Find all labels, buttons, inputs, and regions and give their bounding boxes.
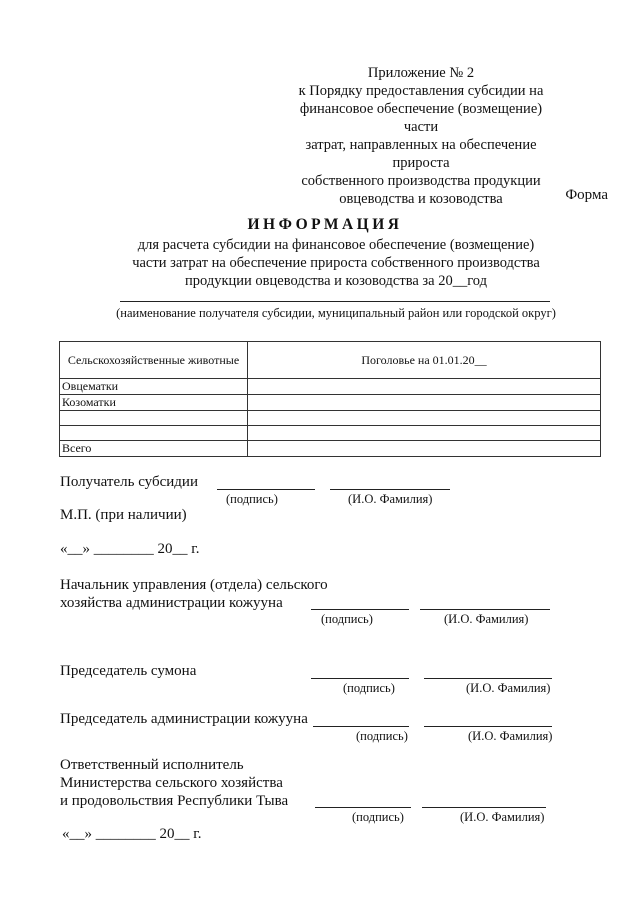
date-line-bottom: «__» ________ 20__ г. (62, 826, 202, 842)
table-row (60, 411, 601, 426)
form-label: Форма (565, 187, 608, 203)
recipient-name-caption-sig: (И.О. Фамилия) (348, 492, 433, 506)
table-cell: Всего (60, 441, 248, 457)
appendix-line: овцеводства и козоводства (339, 191, 503, 207)
head-label (60, 576, 328, 612)
date-line: «__» ________ 20__ г. (60, 541, 200, 557)
document-title: ИНФОРМАЦИЯ (247, 216, 403, 233)
table-row (60, 395, 601, 411)
admin-name-line (424, 726, 552, 727)
livestock-table (59, 341, 601, 457)
sumon-name-line (424, 678, 552, 679)
appendix-line: затрат, направленных на обеспечение прироста (305, 137, 537, 171)
exec-label-line: и продовольствия Республики Тыва (60, 793, 289, 809)
head-label-line: Начальник управления (отдела) сельского (60, 577, 328, 593)
stamp-label: М.П. (при наличии) (60, 507, 187, 523)
table-cell (60, 411, 248, 426)
sumon-label: Председатель сумона (60, 663, 197, 679)
appendix-line: Приложение № 2 (367, 65, 475, 81)
table-cell: Овцематки (60, 379, 248, 395)
recipient-signature-line (217, 489, 315, 490)
admin-label: Председатель администрации кожууна (60, 711, 308, 727)
column-header-animals: Сельскохозяйственные животные (60, 342, 248, 379)
recipient-name-line (120, 301, 550, 302)
subtitle-line: части затрат на обеспечение прироста собственного производства (132, 255, 540, 271)
exec-signature-caption: (подпись) (352, 810, 404, 824)
table-row (60, 379, 601, 395)
document-subtitle (0, 236, 640, 290)
exec-label (60, 756, 288, 810)
column-header-headcount: Поголовье на 01.01.20__ (248, 342, 601, 379)
head-name-line (420, 609, 550, 610)
recipient-label: Получатель субсидии (60, 474, 198, 490)
table-cell: Козоматки (60, 395, 248, 411)
table-cell (248, 441, 601, 457)
exec-signature-line (315, 807, 411, 808)
exec-label-line: Ответственный исполнитель (60, 757, 244, 773)
head-signature-line (311, 609, 409, 610)
subtitle-line: продукции овцеводства и козоводства за 20__год (184, 273, 488, 289)
sumon-signature-line (311, 678, 409, 679)
admin-signature-caption: (подпись) (356, 729, 408, 743)
table-cell (248, 426, 601, 441)
table-cell (248, 395, 601, 411)
sumon-name-caption: (И.О. Фамилия) (466, 681, 551, 695)
recipient-name-line-sig (330, 489, 450, 490)
recipient-signature-caption: (подпись) (226, 492, 278, 506)
appendix-line: к Порядку предоставления субсидии на (298, 83, 544, 99)
exec-name-caption: (И.О. Фамилия) (460, 810, 545, 824)
admin-signature-line (313, 726, 409, 727)
head-signature-caption: (подпись) (321, 612, 373, 626)
subtitle-line: для расчета субсидии на финансовое обеспечение (возмещение) (137, 237, 535, 253)
head-name-caption: (И.О. Фамилия) (444, 612, 529, 626)
table-cell (248, 411, 601, 426)
table-cell (248, 379, 601, 395)
sumon-signature-caption: (подпись) (343, 681, 395, 695)
appendix-line: финансовое обеспечение (возмещение) части (299, 101, 543, 135)
head-label-line: хозяйства администрации кожууна (60, 595, 283, 611)
table-row (60, 426, 601, 441)
appendix-line: собственного производства продукции (301, 173, 541, 189)
exec-label-line: Министерства сельского хозяйства (60, 775, 283, 791)
appendix-block (292, 64, 550, 208)
recipient-name-caption: (наименование получателя субсидии, муниципальный район или городской округ) (116, 306, 556, 320)
table-row (60, 441, 601, 457)
table-header-row (60, 342, 601, 379)
admin-name-caption: (И.О. Фамилия) (468, 729, 553, 743)
exec-name-line (422, 807, 546, 808)
table-cell (60, 426, 248, 441)
